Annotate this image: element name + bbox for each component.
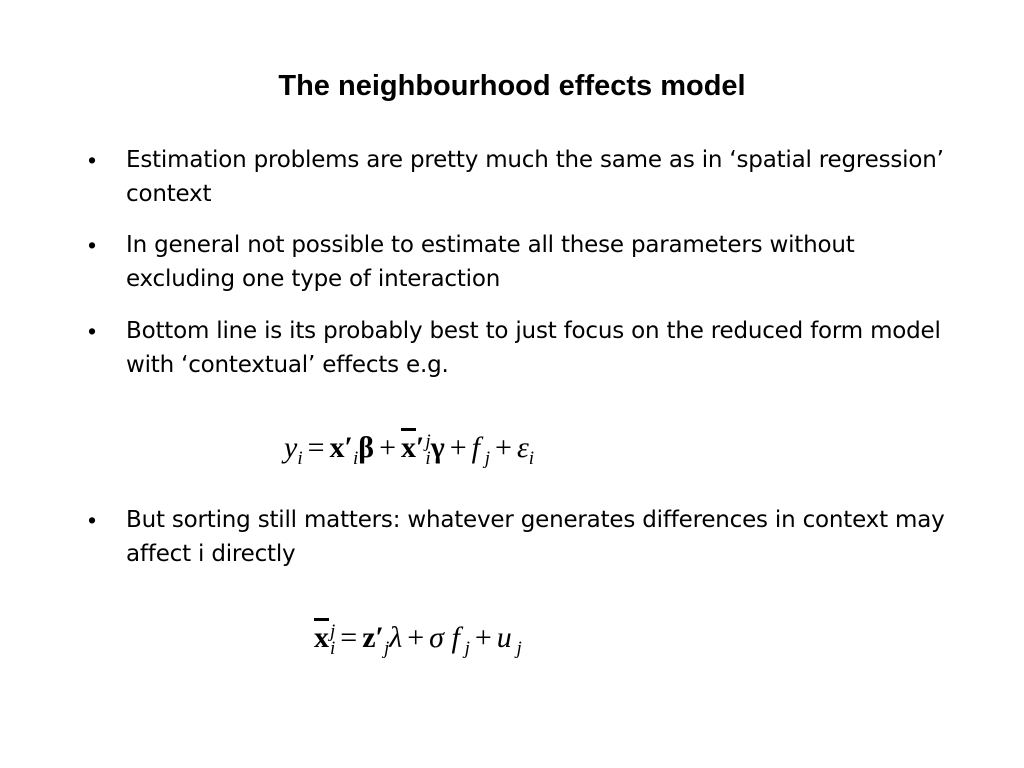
bullet-marker: • [88,232,96,258]
slide-title: The neighbourhood effects model [278,70,746,102]
bullet-marker: • [88,318,96,344]
equation-reduced-form: $y_i = x'_i\beta + \overline{x}'$ j i γ + f $_j + \varepsilon_i$ [284,431,535,470]
bullet-item-4 [88,503,948,571]
bullet-item-1 [88,143,948,211]
bullet-text: But sorting still matters: whatever generates differences in context may affect i directly [126,507,945,567]
bullet-item-3 [88,314,948,382]
bullet-item-2 [88,228,948,296]
bullet-text: In general not possible to estimate all these parameters without excluding one type of interaction [126,232,855,292]
bullet-marker: • [88,147,96,173]
bullet-text: Bottom line is its probably best to just focus on the reduced form model with ‘contextual’ effects e.g. [126,318,941,378]
bullet-text: Estimation problems are pretty much the same as in ‘spatial regression’ context [126,147,944,207]
equation-sorting: $\overline{x}$ j i = $z'_j\lambda + \sigma$ f $_j$ + u $_j$ [314,621,522,660]
bullet-marker: • [88,507,96,533]
